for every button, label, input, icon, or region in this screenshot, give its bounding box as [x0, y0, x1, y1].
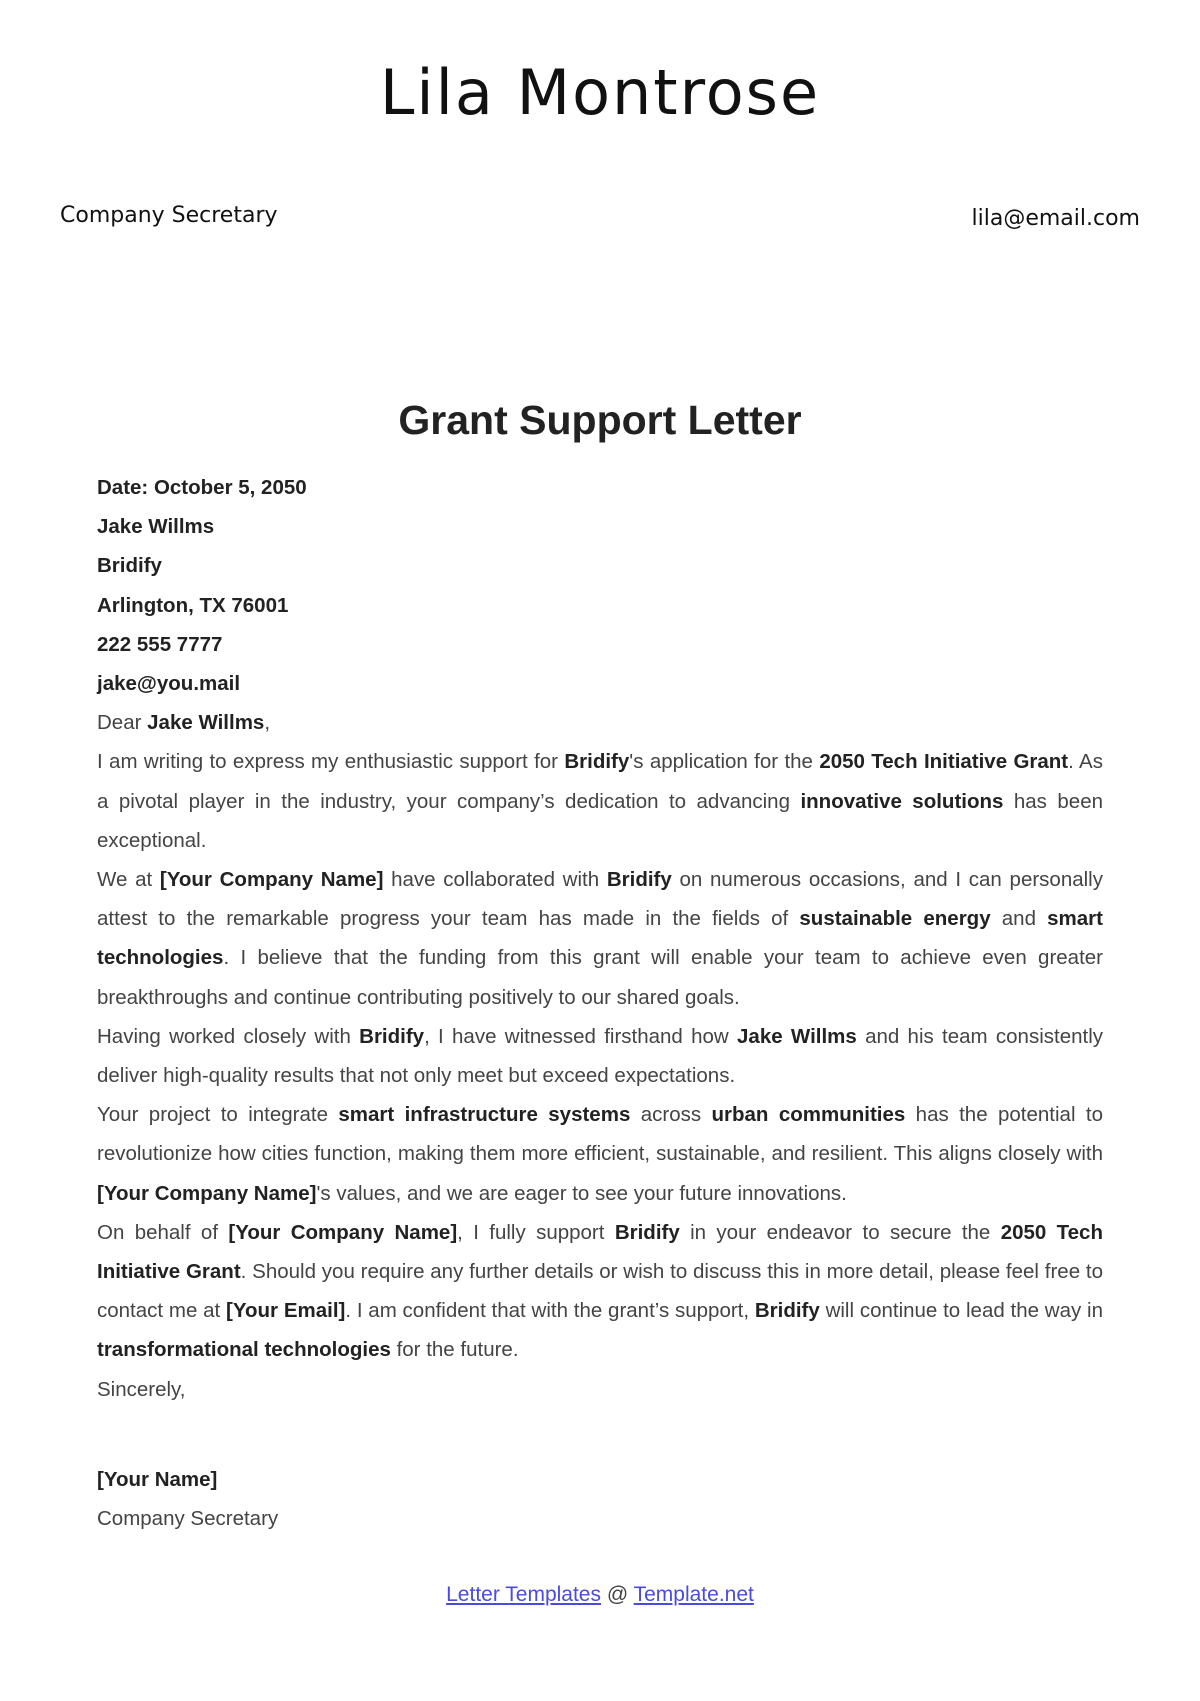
- signer-name: [Your Name]: [97, 1467, 218, 1491]
- sender-name: Lila Montrose: [379, 56, 821, 129]
- letter-templates-link[interactable]: Letter Templates: [446, 1583, 601, 1606]
- paragraph-2: We at [Your Company Name] have collaborated with Bridify on numerous occasions, and I can personally attest to the remarkable progress your team has made in the fields of sustainable energy and smart technologies. I believe that the funding from this grant will enable your team to achieve even greater breakthroughs and continue contributing positively to our shared goals.: [97, 868, 1103, 1009]
- footer-separator: @: [601, 1583, 634, 1606]
- paragraph-3: Having worked closely with Bridify, I have witnessed firsthand how Jake Willms and his team consistently deliver high-quality results that not only meet but exceed expectations.: [97, 1024, 1104, 1088]
- sender-role: Company Secretary: [60, 203, 278, 228]
- salutation: Dear Jake Willms,: [97, 711, 271, 735]
- template-net-link[interactable]: Template.net: [633, 1583, 754, 1606]
- recipient-phone: 222 555 7777: [97, 632, 223, 656]
- paragraph-4: Your project to integrate smart infrastructure systems across urban communities has the potential to revolutionize how cities function, making them more efficient, sustainable, and resilient. This aligns closely with [Your Company Name]'s values, and we are eager to see your future innovations.: [97, 1103, 1103, 1205]
- closing: Sincerely,: [97, 1377, 186, 1401]
- footer: [0, 1583, 1200, 1607]
- recipient-address: Arlington, TX 76001: [97, 593, 289, 617]
- paragraph-5: On behalf of [Your Company Name], I fully support Bridify in your endeavor to secure the 2050 Tech Initiative Grant. Should you require any further details or wish to discuss this in more detail, please feel free to contact me at [Your Email]. I am confident that with the grant’s support, Bridify will continue to lead the way in transformational technologies for the future.: [97, 1220, 1104, 1362]
- recipient-company: Bridify: [97, 554, 162, 578]
- signer-title: Company Secretary: [97, 1507, 279, 1531]
- letter-body: [97, 468, 1103, 1538]
- signature-space: [97, 1409, 1103, 1460]
- sender-email: lila@email.com: [971, 206, 1140, 231]
- letter-title: Grant Support Letter: [398, 397, 802, 443]
- letter-date: Date: October 5, 2050: [97, 476, 307, 499]
- recipient-name: Jake Willms: [97, 515, 215, 539]
- paragraph-1: I am writing to express my enthusiastic support for Bridify's application for the 2050 Tech Initiative Grant. As a pivotal player in the industry, your company’s dedication to advancing innovative solutions has been exceptional.: [97, 750, 1103, 852]
- recipient-email: jake@you.mail: [97, 672, 241, 696]
